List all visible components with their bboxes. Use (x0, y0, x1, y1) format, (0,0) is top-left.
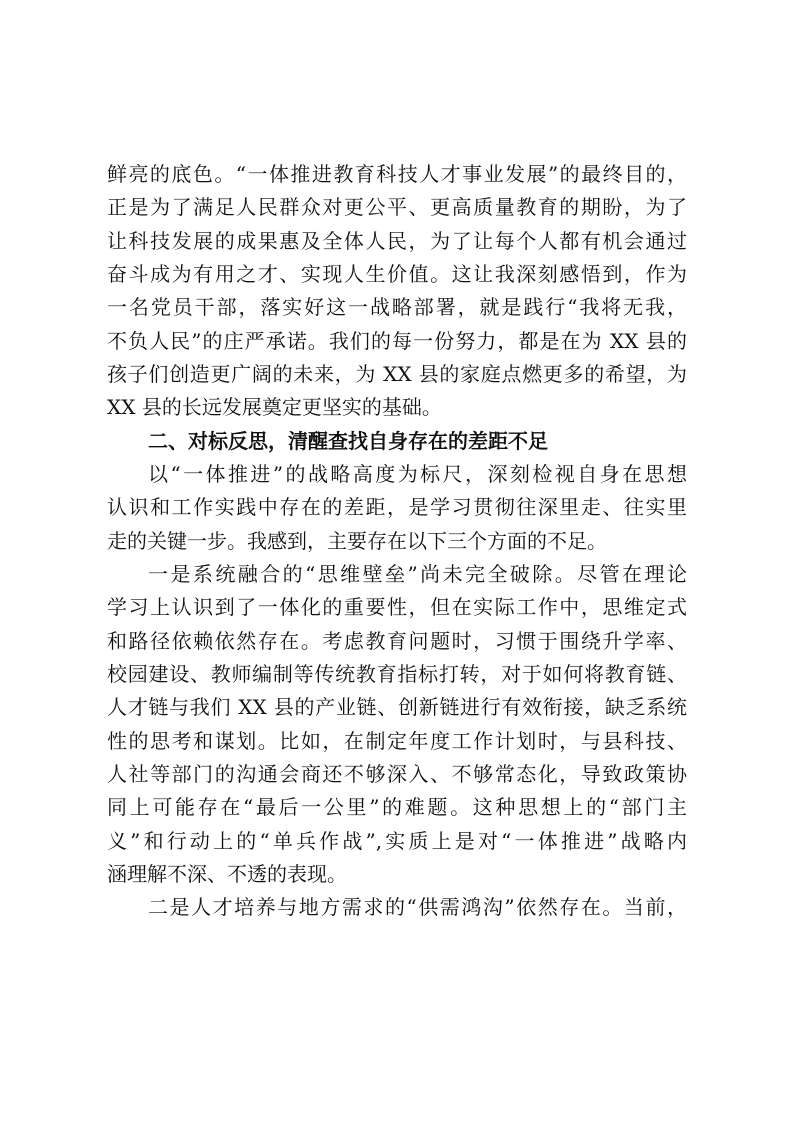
paragraph-1-line-4: 奋斗成为有用之才、实现人生价值。这让我深刻感悟到，作为 (107, 262, 687, 286)
paragraph-2-line-3: 走的关键一步。我感到，主要存在以下三个方面的不足。 (107, 529, 607, 553)
paragraph-1-line-1: 鲜亮的底色。“一体推进教育科技人才事业发展”的最终目的， (107, 162, 687, 186)
paragraph-3-line-6: 性的思考和谋划。比如，在制定年度工作计划时，与县科技、 (107, 729, 687, 753)
paragraph-2-line-1: 以“一体推进”的战略高度为标尺，深刻检视自身在思想 (148, 462, 687, 486)
paragraph-3-line-1: 一是系统融合的“思维壁垒”尚未完全破除。尽管在理论 (148, 562, 687, 586)
paragraph-3-line-8: 同上可能存在“最后一公里”的难题。这种思想上的“部门主 (107, 795, 687, 819)
paragraph-3-line-4: 校园建设、教师编制等传统教育指标打转，对于如何将教育链、 (107, 662, 687, 686)
section-heading: 二、对标反思，清醒查找自身存在的差距不足 (148, 429, 548, 453)
paragraph-3-line-3: 和路径依赖依然存在。考虑教育问题时，习惯于围绕升学率、 (107, 629, 687, 653)
paragraph-3-line-7: 人社等部门的沟通会商还不够深入、不够常态化，导致政策协 (107, 762, 687, 786)
paragraph-1-line-8: XX 县的长远发展奠定更坚实的基础。 (107, 395, 442, 419)
paragraph-1-line-3: 让科技发展的成果惠及全体人民，为了让每个人都有机会通过 (107, 229, 687, 253)
paragraph-1-line-7: 孩子们创造更广阔的未来，为 XX 县的家庭点燃更多的希望，为 (107, 362, 687, 386)
paragraph-3-line-2: 学习上认识到了一体化的重要性，但在实际工作中，思维定式 (107, 595, 687, 619)
paragraph-1-line-2: 正是为了满足人民群众对更公平、更高质量教育的期盼，为了 (107, 195, 687, 219)
paragraph-3-line-5: 人才链与我们 XX 县的产业链、创新链进行有效衔接，缺乏系统 (107, 695, 687, 719)
paragraph-1-line-5: 一名党员干部，落实好这一战略部署，就是践行“我将无我， (107, 295, 687, 319)
paragraph-4-line-1: 二是人才培养与地方需求的“供需鸿沟”依然存在。当前， (148, 895, 687, 919)
paragraph-3-line-10: 涵理解不深、不透的表现。 (107, 862, 347, 886)
paragraph-2-line-2: 认识和工作实践中存在的差距，是学习贯彻往深里走、往实里 (107, 495, 687, 519)
paragraph-1-line-6: 不负人民”的庄严承诺。我们的每一份努力，都是在为 XX 县的 (107, 329, 687, 353)
paragraph-3-line-9: 义”和行动上的“单兵作战”,实质上是对“一体推进”战略内 (107, 829, 687, 853)
